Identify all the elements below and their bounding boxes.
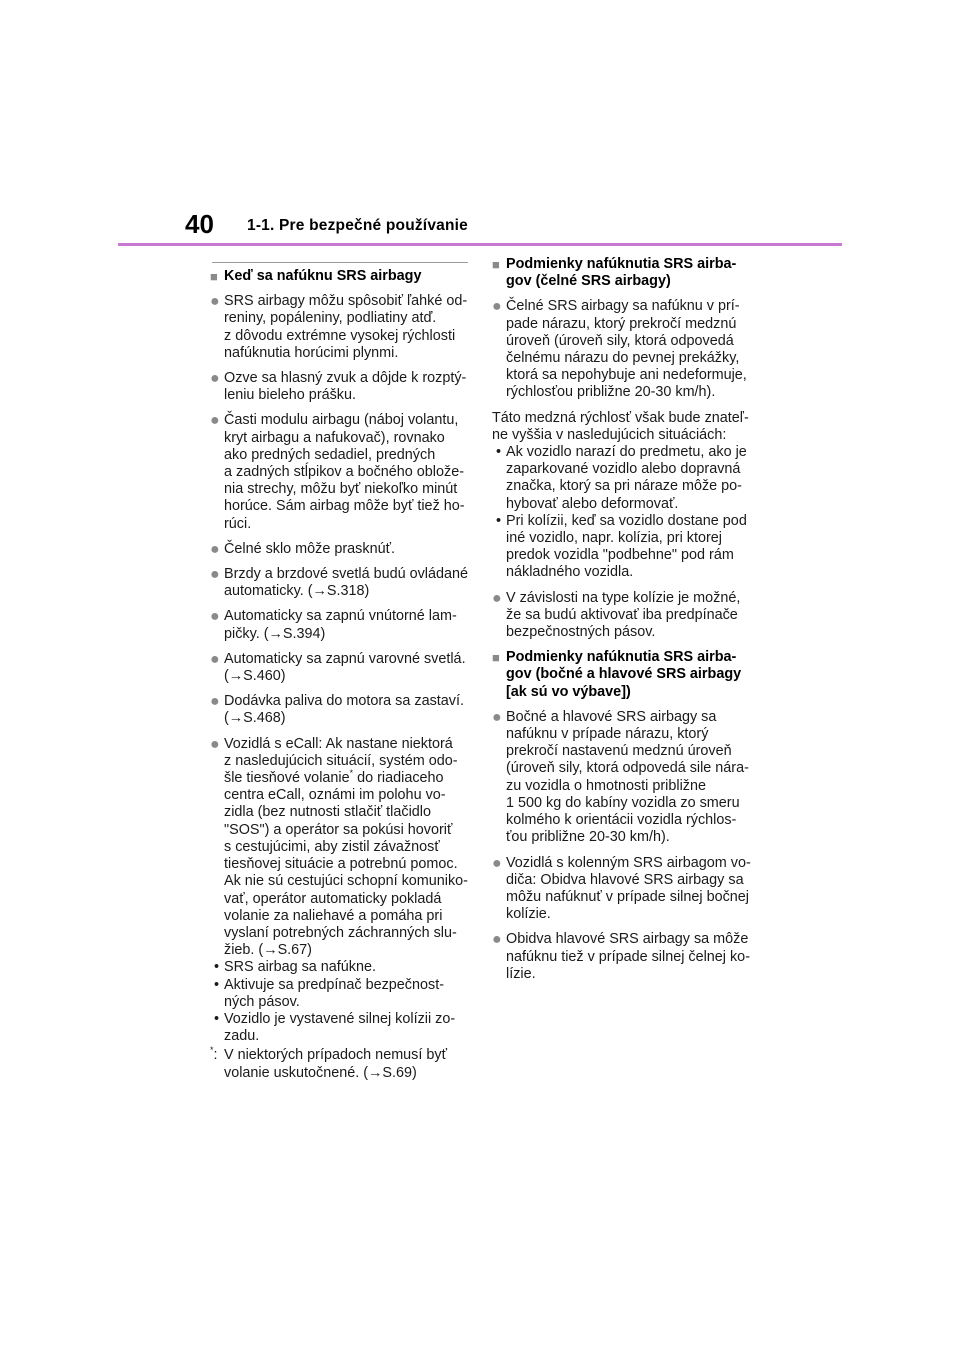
section-title: 1-1. Pre bezpečné používanie [247, 217, 468, 234]
circle-bullet-icon: ● [492, 298, 502, 316]
text-line: horúce. Sám airbag môže byť tiež ho- [224, 498, 465, 515]
text-line: značka, ktorý sa pri náraze môže po- [506, 478, 742, 495]
text-line: hybovať alebo deformovať. [506, 495, 679, 512]
dot-bullet-icon: • [496, 512, 502, 529]
dot-bullet-icon: • [496, 444, 502, 461]
list-item [210, 370, 472, 404]
list-item [210, 651, 472, 685]
text-line: Táto medzná rýchlosť však bude znateľ- [492, 409, 749, 426]
text-line: Čelné SRS airbagy sa nafúknu v prí- [506, 298, 740, 315]
list-item [210, 608, 472, 642]
sub-list-item [210, 959, 472, 976]
text-line: vať, operátor automaticky pokladá [224, 890, 442, 907]
text-line: V závislosti na type kolízie je možné, [506, 589, 741, 606]
list-item [492, 709, 754, 847]
text-line: Ak vozidlo narazí do predmetu, ako je [506, 444, 747, 461]
text-line: z dôvodu extrémne vysokej rýchlosti [224, 327, 456, 344]
text-line: že sa budú aktivovať iba predpínače [506, 606, 738, 623]
text-line: reniny, popáleniny, podliatiny atď. [224, 310, 437, 327]
circle-bullet-icon: ● [492, 708, 502, 726]
text-line: volanie za naliehavé a pomáha pri [224, 907, 443, 924]
right-column [492, 256, 754, 991]
text-line: Podmienky nafúknutia SRS airba- [506, 649, 737, 666]
paragraph [492, 410, 754, 444]
text-line: SRS airbagy môžu spôsobiť ľahké od- [224, 293, 468, 310]
sub-list-item [492, 444, 754, 513]
circle-bullet-icon: ● [210, 608, 220, 626]
circle-bullet-icon: ● [210, 735, 220, 753]
square-icon: ■ [210, 269, 218, 284]
text-line: (→S.468) [224, 710, 286, 727]
circle-bullet-icon: ● [492, 931, 502, 949]
sub-list-item [210, 977, 472, 1011]
text-line: nafúknutia horúcimi plynmi. [224, 344, 399, 361]
text-line: nafúknu v prípade nárazu, ktorý [506, 726, 709, 743]
text-line: [ak sú vo výbave]) [506, 683, 631, 700]
ecall-lines-c [224, 787, 472, 959]
list-item [210, 693, 472, 727]
text-line: Pri kolízii, keď sa vozidlo dostane pod [506, 512, 747, 529]
circle-bullet-icon: ● [210, 566, 220, 584]
right-heading-side [492, 649, 754, 701]
list-item [210, 412, 472, 532]
text-line: lízie. [506, 965, 536, 982]
sub-list-item [492, 513, 754, 582]
text-line: kolízie. [506, 906, 551, 923]
text-line: Vozidlá s eCall: Ak nastane niektorá [224, 735, 453, 752]
text-line: iné vozidlo, napr. kolízia, pri ktorej [506, 530, 722, 547]
text-line: bezpečnostných pásov. [506, 624, 656, 641]
text-line: rýchlosťou približne 20-30 km/h). [506, 384, 716, 401]
text-line: tiesňovej situácie a potrebnú pomoc. [224, 856, 458, 873]
text-line: kolmého k orientácii vozidla rýchlos- [506, 812, 737, 829]
text-line: Ak nie sú cestujúci schopní komuniko- [224, 873, 468, 890]
ecall-lines-a [224, 736, 472, 770]
circle-bullet-icon: ● [210, 540, 220, 558]
text-line: nákladného vozidla. [506, 564, 634, 581]
header-rule [118, 243, 842, 246]
list-item [492, 855, 754, 924]
circle-bullet-icon: ● [492, 854, 502, 872]
text-line: čelnému nárazu do pevnej prekážky, [506, 350, 740, 367]
list-item [210, 566, 472, 600]
text-line: a zadných stĺpikov a bočného oblože- [224, 464, 464, 481]
left-heading [210, 268, 472, 285]
page-number: 40 [185, 209, 214, 239]
text-line: rúci. [224, 515, 252, 532]
text-line: pičky. (→S.394) [224, 625, 326, 642]
text-line: vyslaní potrebných záchranných slu- [224, 924, 457, 941]
list-item [492, 931, 754, 983]
ecall-line-footnote: šle tiesňové volanie* do riadiaceho [224, 768, 444, 787]
list-item-ecall [210, 736, 472, 960]
text-line: Bočné a hlavové SRS airbagy sa [506, 708, 717, 725]
right-heading-frontal [492, 256, 754, 290]
list-item [210, 293, 472, 362]
text-line: zadu. [224, 1028, 260, 1045]
text-line: ako predných sedadiel, predných [224, 446, 436, 463]
text-line: ne vyššia v nasledujúcich situáciách: [492, 426, 727, 443]
circle-bullet-icon: ● [210, 293, 220, 311]
text-line: Ozve sa hlasný zvuk a dôjde k rozptý- [224, 370, 467, 387]
text-line: volanie uskutočnené. (→S.69) [224, 1064, 417, 1081]
text-line: nafúknu tiež v prípade silnej čelnej ko- [506, 948, 750, 965]
text-line: automaticky. (→S.318) [224, 583, 370, 600]
text-line: z nasledujúcich situácií, systém odo- [224, 752, 458, 769]
column-rule [212, 262, 468, 263]
dot-bullet-icon: • [214, 976, 220, 993]
text-line: Obidva hlavové SRS airbagy sa môže [506, 931, 749, 948]
circle-bullet-icon: ● [210, 370, 220, 388]
text-line: úroveň (úroveň sily, ktorá odpovedá [506, 332, 734, 349]
text-line: gov (bočné a hlavové SRS airbagy [506, 666, 742, 683]
text-line: centra eCall, oznámi im polohu vo- [224, 787, 446, 804]
list-item [492, 590, 754, 642]
text-line: s cestujúcimi, aby zistil závažnosť [224, 838, 440, 855]
sub-list-item [210, 1011, 472, 1045]
text-line: V niektorých prípadoch nemusí byť [224, 1047, 447, 1064]
dot-bullet-icon: • [214, 959, 220, 976]
heading-text: Keď sa nafúknu SRS airbagy [224, 268, 422, 284]
text-line: (→S.460) [224, 668, 286, 685]
square-icon: ■ [492, 257, 500, 272]
text-line: (úroveň sily, ktorá odpovedá sile nára- [506, 760, 749, 777]
left-column [210, 268, 472, 1082]
text-line: zaparkované vozidlo alebo dopravná [506, 461, 741, 478]
circle-bullet-icon: ● [210, 412, 220, 430]
text-line: môžu nafúknuť v prípade silnej bočnej [506, 888, 749, 905]
square-icon: ■ [492, 650, 500, 666]
text-line: predok vozidla "podbehne" pod rám [506, 547, 734, 564]
text-line: leniu bieleho prášku. [224, 387, 357, 404]
text-line: Automaticky sa zapnú varovné svetlá. [224, 650, 466, 667]
text-line: diča: Obidva hlavové SRS airbagy sa [506, 871, 744, 888]
text-line: Vozidlá s kolenným SRS airbagom vo- [506, 854, 751, 871]
text-line: žieb. (→S.67) [224, 942, 312, 959]
text-line: ťou približne 20-30 km/h). [506, 829, 670, 846]
text-line: Čelné sklo môže prasknúť. [224, 540, 395, 557]
text-line: prekročí nastavenú medznú úroveň [506, 743, 732, 760]
text-line: 1 500 kg do kabíny vozidla zo smeru [506, 794, 740, 811]
text-line: Aktivuje sa predpínač bezpečnost- [224, 976, 444, 993]
text-line: zidla (bez nutnosti stlačiť tlačidlo [224, 804, 431, 821]
text-line: Brzdy a brzdové svetlá budú ovládané [224, 566, 468, 583]
text-line: "SOS") a operátor sa pokúsi hovoriť [224, 821, 453, 838]
text-line: Dodávka paliva do motora sa zastaví. [224, 693, 464, 710]
text-line: Podmienky nafúknutia SRS airba- [506, 256, 737, 272]
text-line: SRS airbag sa nafúkne. [224, 959, 376, 976]
footnote: *: V niektorých prípadoch nemusí byť volanie uskutočnené. (→S.69) [210, 1047, 472, 1081]
list-item [210, 541, 472, 558]
text-line: pade nárazu, ktorý prekročí medznú [506, 315, 737, 332]
text-line: Vozidlo je vystavené silnej kolízii zo- [224, 1010, 456, 1027]
text-line: zu vozidla o hmotnosti približne [506, 777, 706, 794]
circle-bullet-icon: ● [210, 693, 220, 711]
circle-bullet-icon: ● [210, 650, 220, 668]
text-line: Automaticky sa zapnú vnútorné lam- [224, 608, 457, 625]
text-line: Časti modulu airbagu (náboj volantu, [224, 412, 459, 429]
dot-bullet-icon: • [214, 1010, 220, 1027]
circle-bullet-icon: ● [492, 589, 502, 607]
text-line: nia strechy, môžu byť niekoľko minút [224, 481, 458, 498]
text-line: ktorá sa nepohybuje ani nedeformuje, [506, 367, 747, 384]
text-line: ných pásov. [224, 993, 300, 1010]
text-line: gov (čelné SRS airbagy) [506, 273, 671, 290]
text-line: kryt airbagu a nafukovač), rovnako [224, 429, 445, 446]
list-item [492, 298, 754, 401]
